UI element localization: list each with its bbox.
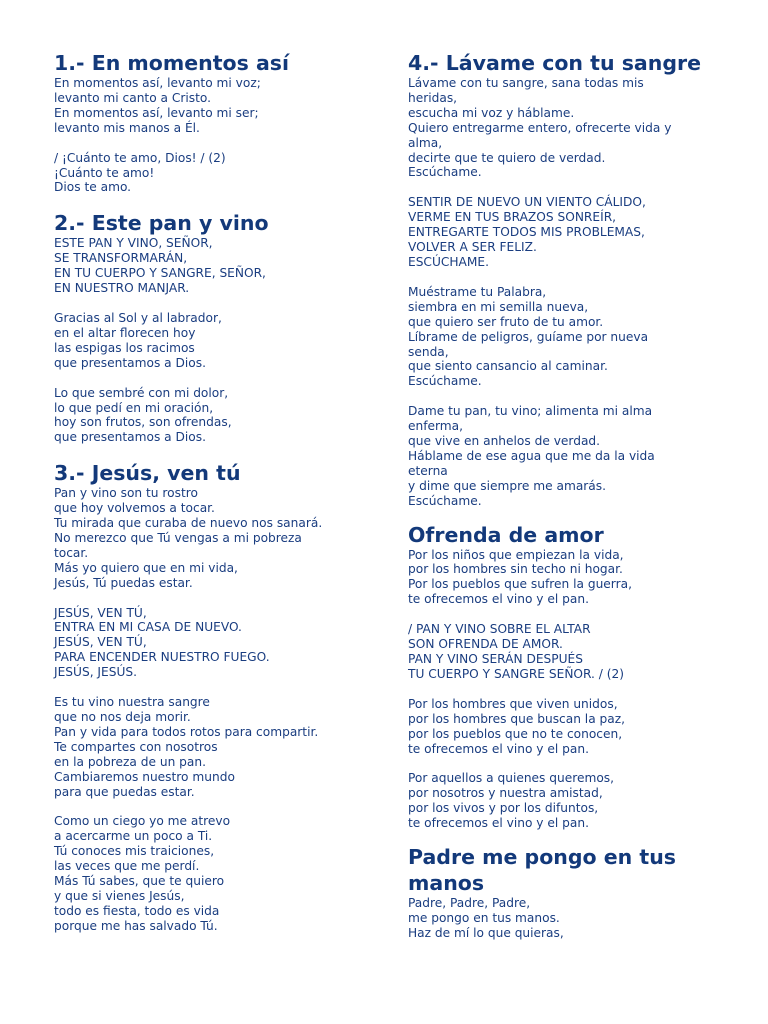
lyric-line: Háblame de ese agua que me da la vida	[408, 448, 655, 463]
lyric-line: que hoy volvemos a tocar.	[54, 501, 215, 516]
lyric-line: Como un ciego yo me atrevo	[54, 814, 231, 829]
stanza	[54, 486, 380, 590]
lyric-line: tocar.	[54, 545, 89, 560]
song-title: Padre me pongo en tus manos	[408, 845, 677, 896]
lyric-line: hoy son frutos, son ofrendas,	[54, 415, 232, 430]
lyric-line: Cambiaremos nuestro mundo	[54, 769, 235, 784]
lyric-line: Por los niños que empiezan la vida,	[408, 547, 624, 562]
lyric-line: Por aquellos a quienes queremos,	[408, 771, 615, 786]
lyric-line: todo es fiesta, todo es vida	[54, 903, 220, 918]
stanza	[54, 76, 380, 136]
lyric-line: Por los hombres que viven unidos,	[408, 696, 618, 711]
song	[408, 50, 728, 509]
lyric-line: Por los pueblos que sufren la guerra,	[408, 577, 632, 592]
lyric-line: para que puedas estar.	[54, 784, 195, 799]
lyric-line: te ofrecemos el vino y el pan.	[408, 816, 589, 831]
lyric-line: Quiero entregarme entero, ofrecerte vida y	[408, 120, 672, 135]
lyric-line: siembra en mi semilla nueva,	[408, 299, 589, 314]
stanza	[54, 236, 380, 296]
lyric-line: Es tu vino nuestra sangre	[54, 695, 210, 710]
lyric-line: decirte que te quiero de verdad.	[408, 150, 606, 165]
lyric-line: VERME EN TUS BRAZOS SONREÍR,	[408, 210, 617, 225]
lyric-line: Líbrame de peligros, guíame por nueva	[408, 329, 649, 344]
stanza	[54, 386, 380, 446]
lyric-line: Gracias al Sol y al labrador,	[54, 310, 222, 325]
lyric-line: porque me has salvado Tú.	[54, 918, 218, 933]
stanza	[408, 76, 728, 180]
lyric-line: JESÚS, VEN TÚ,	[54, 605, 147, 620]
lyric-line: que vive en anhelos de verdad.	[408, 434, 601, 449]
lyric-line: Lávame con tu sangre, sana todas mis	[408, 76, 644, 90]
lyric-line: heridas,	[408, 90, 458, 105]
lyric-line: En momentos así, levanto mi ser;	[54, 105, 259, 120]
stanza	[408, 548, 728, 608]
stanza	[54, 814, 380, 933]
lyric-line: Pan y vida para todos rotos para compartir.	[54, 724, 319, 739]
stanza	[54, 695, 380, 799]
lyric-line: Tu mirada que curaba de nuevo nos sanará.	[54, 516, 323, 531]
lyric-line: te ofrecemos el vino y el pan.	[408, 592, 589, 607]
lyric-line: ENTREGARTE TODOS MIS PROBLEMAS,	[408, 225, 645, 240]
song	[54, 460, 380, 933]
lyric-line: que presentamos a Dios.	[54, 430, 206, 445]
lyric-line: que presentamos a Dios.	[54, 355, 206, 370]
lyric-line: ESCÚCHAME.	[408, 254, 489, 269]
lyric-line: Jesús, Tú puedas estar.	[54, 575, 193, 590]
lyric-line: JESÚS, VEN TÚ,	[54, 635, 147, 650]
lyric-line: me pongo en tus manos.	[408, 910, 560, 925]
lyric-line: te ofrecemos el vino y el pan.	[408, 741, 589, 756]
lyric-line: ESTE PAN Y VINO, SEÑOR,	[54, 236, 213, 251]
stanza	[408, 195, 728, 270]
lyric-line: levanto mi canto a Cristo.	[54, 90, 212, 105]
lyric-line: PAN Y VINO SERÁN DESPUÉS	[408, 652, 583, 666]
lyric-line: que quiero ser fruto de tu amor.	[408, 314, 604, 329]
lyric-line: Dame tu pan, tu vino; alimenta mi alma	[408, 404, 653, 419]
lyric-line: por los pueblos que no te conocen,	[408, 726, 623, 741]
lyric-line: JESÚS, JESÚS.	[54, 665, 137, 680]
lyric-line: lo que pedí en mi oración,	[54, 400, 214, 415]
lyric-line: Escúchame.	[408, 165, 482, 180]
song	[408, 522, 728, 832]
stanza	[54, 311, 380, 371]
lyric-line: Más yo quiero que en mi vida,	[54, 560, 238, 575]
lyric-line: Pan y vino son tu rostro	[54, 486, 198, 501]
lyric-line: eterna	[408, 463, 448, 478]
lyric-line: Haz de mí lo que quieras,	[408, 925, 564, 940]
lyric-line: Tú conoces mis traiciones,	[54, 844, 215, 859]
lyric-line: enferma,	[408, 419, 464, 434]
lyric-line: escucha mi voz y háblame.	[408, 105, 575, 120]
lyric-line: EN TU CUERPO Y SANGRE, SEÑOR,	[54, 266, 266, 281]
lyric-line: senda,	[408, 344, 449, 359]
lyric-line: ENTRA EN MI CASA DE NUEVO.	[54, 620, 242, 635]
lyric-line: a acercarme un poco a Ti.	[54, 829, 213, 844]
lyric-line: las espigas los racimos	[54, 340, 195, 355]
stanza	[408, 622, 728, 682]
lyric-line: Escúchame.	[408, 374, 482, 389]
lyric-line: SE TRANSFORMARÁN,	[54, 251, 188, 266]
lyric-line: por los hombres que buscan la paz,	[408, 711, 626, 726]
lyric-line: Dios te amo.	[54, 180, 132, 195]
lyric-line: por los vivos y por los difuntos,	[408, 801, 599, 816]
stanza	[408, 404, 728, 508]
lyric-line: en el altar florecen hoy	[54, 325, 196, 340]
lyric-line: En momentos así, levanto mi voz;	[54, 76, 261, 90]
lyric-line: ¡Cuánto te amo!	[54, 165, 155, 180]
song	[54, 50, 380, 195]
stanza	[408, 285, 728, 389]
lyric-line: las veces que me perdí.	[54, 859, 200, 874]
lyric-line: alma,	[408, 135, 443, 150]
stanza	[408, 896, 728, 941]
lyric-line: levanto mis manos a Él.	[54, 120, 200, 135]
lyric-line: por los hombres sin techo ni hogar.	[408, 562, 623, 577]
lyric-line: Lo que sembré con mi dolor,	[54, 385, 229, 400]
lyric-line: PARA ENCENDER NUESTRO FUEGO.	[54, 650, 270, 665]
left-column	[54, 50, 380, 934]
song	[408, 844, 728, 941]
lyric-line: No merezco que Tú vengas a mi pobreza	[54, 530, 302, 545]
lyric-line: por nosotros y nuestra amistad,	[408, 786, 603, 801]
stanza	[54, 151, 380, 196]
stanza	[408, 771, 728, 831]
lyric-line: VOLVER A SER FELIZ.	[408, 240, 537, 255]
song-title: Ofrenda de amor	[408, 522, 604, 547]
song-title: 3.- Jesús, ven tú	[54, 461, 241, 486]
lyric-line: que siento cansancio al caminar.	[408, 359, 608, 374]
song	[54, 210, 380, 445]
lyric-line: Padre, Padre, Padre,	[408, 896, 531, 911]
lyric-line: / ¡Cuánto te amo, Dios! / (2)	[54, 150, 226, 165]
lyric-line: SENTIR DE NUEVO UN VIENTO CÁLIDO,	[408, 195, 646, 210]
stanza	[408, 697, 728, 757]
lyric-line: y dime que siempre me amarás.	[408, 478, 606, 493]
lyric-line: Te compartes con nosotros	[54, 739, 218, 754]
lyric-line: que no nos deja morir.	[54, 710, 191, 724]
lyric-line: y que si vienes Jesús,	[54, 888, 185, 903]
song-title: 2.- Este pan y vino	[54, 211, 269, 236]
stanza	[54, 606, 380, 681]
lyric-line: TU CUERPO Y SANGRE SEÑOR. / (2)	[408, 666, 625, 681]
lyric-line: EN NUESTRO MANJAR.	[54, 281, 190, 296]
lyric-line: SON OFRENDA DE AMOR.	[408, 637, 563, 652]
lyric-line: Más Tú sabes, que te quiero	[54, 874, 225, 889]
lyric-line: Muéstrame tu Palabra,	[408, 284, 547, 299]
song-title: 1.- En momentos así	[54, 51, 290, 75]
lyric-line: / PAN Y VINO SOBRE EL ALTAR	[408, 622, 591, 637]
right-column	[408, 50, 728, 941]
lyric-line: en la pobreza de un pan.	[54, 754, 206, 769]
song-title: 4.- Lávame con tu sangre	[408, 51, 702, 75]
lyric-line: Escúchame.	[408, 493, 482, 508]
